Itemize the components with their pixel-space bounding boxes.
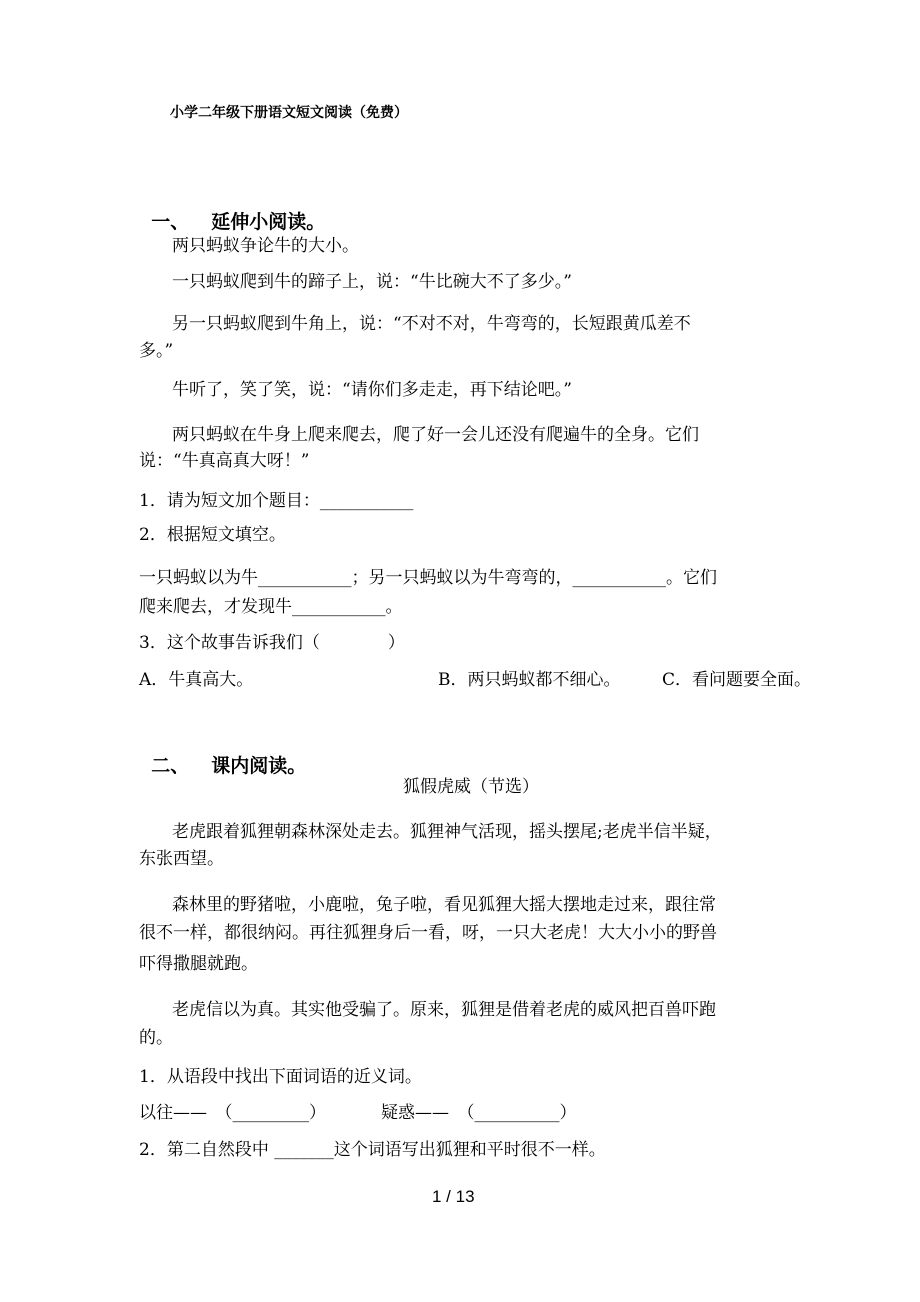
question-2: 2．第二自然段中 _______这个词语写出狐狸和平时很不一样。 bbox=[139, 1140, 606, 1160]
page-indicator: 1 / 13 bbox=[432, 1187, 475, 1206]
synonym-blank-2: 疑惑—— （__________） bbox=[381, 1103, 577, 1123]
paragraph-line: 说：“牛真高真大呀！” bbox=[139, 451, 310, 471]
option-b: B．两只蚂蚁都不细心。 bbox=[438, 670, 621, 690]
paragraph-line: 牛听了，笑了笑，说：“请你们多走走，再下结论吧。” bbox=[172, 380, 572, 400]
paragraph-line: 两只蚂蚁争论牛的大小。 bbox=[172, 236, 359, 256]
paragraph-line: 另一只蚂蚁爬到牛角上，说：“不对不对，牛弯弯的，长短跟黄瓜差不 bbox=[172, 314, 691, 334]
paragraph-line: 一只蚂蚁爬到牛的蹄子上，说：“牛比碗大不了多少。” bbox=[172, 272, 572, 292]
option-a: A．牛真高大。 bbox=[139, 670, 254, 690]
question-3: 3．这个故事告诉我们（ ） bbox=[139, 633, 405, 653]
paragraph-line: 很不一样，都很纳闷。再往狐狸身后一看，呀，一只大老虎！大大小小的野兽 bbox=[139, 923, 717, 943]
question-2: 2．根据短文填空。 bbox=[139, 525, 286, 545]
synonym-blank-1: 以往—— （_________） bbox=[139, 1103, 326, 1123]
paragraph-line: 老虎信以为真。其实他受骗了。原来，狐狸是借着老虎的威风把百兽吓跑 bbox=[172, 1000, 716, 1020]
question-1: 1．从语段中找出下面词语的近义词。 bbox=[139, 1067, 422, 1087]
section-title: 课内阅读。 bbox=[211, 755, 307, 777]
section-heading-1 bbox=[138, 189, 325, 233]
paragraph-line: 老虎跟着狐狸朝森林深处走去。狐狸神气活现，摇头摆尾;老虎半信半疑， bbox=[172, 822, 722, 842]
section-heading-2 bbox=[138, 733, 306, 777]
document-title: 小学二年级下册语文短文阅读（免费） bbox=[170, 105, 408, 121]
option-c: C．看问题要全面。 bbox=[662, 670, 812, 690]
passage-title: 狐假虎威（节选） bbox=[403, 777, 539, 797]
section-title: 延伸小阅读。 bbox=[211, 211, 326, 233]
paragraph-line: 吓得撒腿就跑。 bbox=[139, 954, 258, 974]
fill-in-line: 一只蚂蚁以为牛___________；另一只蚂蚁以为牛弯弯的，___________。它们 bbox=[139, 568, 717, 588]
fill-in-line: 爬来爬去，才发现牛___________。 bbox=[139, 597, 403, 617]
section-number: 二、 bbox=[151, 755, 190, 777]
paragraph-line: 东张西望。 bbox=[139, 849, 224, 869]
paragraph-line: 的。 bbox=[139, 1028, 173, 1048]
section-number: 一、 bbox=[151, 211, 190, 233]
paragraph-line: 森林里的野猪啦，小鹿啦，兔子啦，看见狐狸大摇大摆地走过来，跟往常 bbox=[172, 895, 716, 915]
paragraph-line: 多。” bbox=[139, 341, 174, 361]
paragraph-line: 两只蚂蚁在牛身上爬来爬去，爬了好一会儿还没有爬遍牛的全身。它们 bbox=[172, 425, 699, 445]
question-1: 1．请为短文加个题目：___________ bbox=[139, 491, 414, 511]
